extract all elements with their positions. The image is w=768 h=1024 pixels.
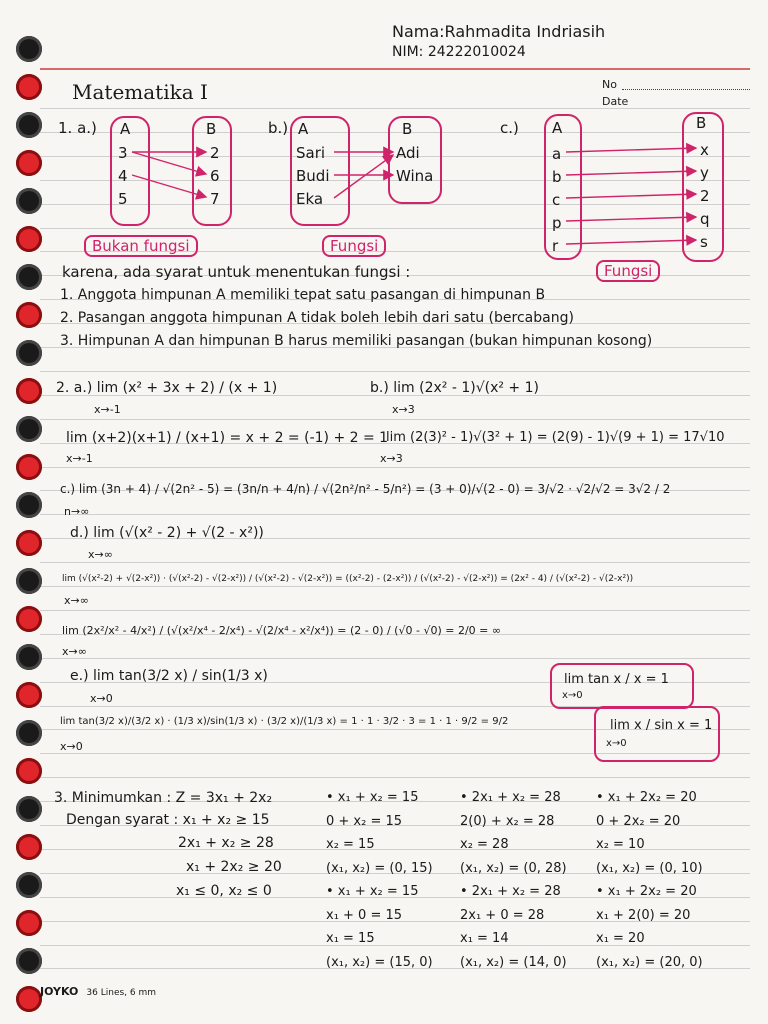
q1a-b-item-2: 6 xyxy=(210,167,220,185)
q1b-a-item-3: Eka xyxy=(296,190,324,208)
q3-col1-line: • x₁ + x₂ = 15 xyxy=(326,790,419,805)
q3-col3-line: (x₁, x₂) = (20, 0) xyxy=(596,954,703,970)
q3-objective: 3. Minimumkan : Z = 3x₁ + 2x₂ xyxy=(54,790,273,806)
q1c-arrow-3 xyxy=(566,194,696,198)
q1a-a-item-3: 5 xyxy=(118,190,128,208)
q3-col2-line: x₁ = 14 xyxy=(460,931,509,946)
q1c-b-item-1: x xyxy=(700,141,709,159)
q1c-verdict: Fungsi xyxy=(596,260,660,282)
q1a-arrow-2 xyxy=(132,152,206,174)
q3-col3-line: x₁ = 20 xyxy=(596,931,645,946)
note-1: lim tan x / x = 1 xyxy=(564,672,669,687)
q2b-limit-sub-2: x→3 xyxy=(380,452,403,465)
q1-rule-3: 3. Himpunan A dan himpunan B harus memiliki pasangan (bukan himpunan kosong) xyxy=(60,333,653,349)
q3-constraint-2: x₁ + 2x₂ ≥ 20 xyxy=(186,859,282,875)
q2e-limit-sub-1: x→0 xyxy=(90,692,113,705)
q1c-a-item-2: b xyxy=(552,168,562,186)
q3-constraints-label: Dengan syarat : x₁ + x₂ ≥ 15 xyxy=(66,812,270,828)
page-title: Matematika I xyxy=(72,80,208,104)
q3-col3-line: (x₁, x₂) = (0, 10) xyxy=(596,860,703,876)
date-label: Date xyxy=(602,95,629,108)
lines-note: 36 Lines, 6 mm xyxy=(86,988,157,998)
note-2-sub: x→0 xyxy=(606,738,627,749)
q1b-a-item-2: Budi xyxy=(296,167,330,185)
note-1-sub: x→0 xyxy=(562,690,583,701)
q3-constraint-3: x₁ ≤ 0, x₂ ≤ 0 xyxy=(176,883,272,899)
q1b-set-b-label: B xyxy=(402,120,413,138)
q2b-line-2: lim (2(3)² - 1)√(3² + 1) = (2(9) - 1)√(9 + 1) = 17√10 xyxy=(386,430,725,445)
note-box-2 xyxy=(594,706,720,762)
q1c-b-item-4: q xyxy=(700,210,710,228)
brand-name: JOYKO xyxy=(40,985,79,998)
notebook-brand xyxy=(40,985,156,998)
q1b-number: b.) xyxy=(268,119,289,137)
q1c-set-a-label: A xyxy=(552,119,563,137)
q1c-a-item-1: a xyxy=(552,145,562,163)
q3-col2-line: (x₁, x₂) = (14, 0) xyxy=(460,954,567,970)
q3-col1-line: x₂ = 15 xyxy=(326,837,375,852)
q2b-limit-sub-1: x→3 xyxy=(392,403,415,416)
q1c-b-item-5: s xyxy=(700,233,708,251)
q1-number: 1. a.) xyxy=(58,119,97,137)
q3-col2-line: • 2x₁ + x₂ = 28 xyxy=(460,790,561,805)
q1c-number: c.) xyxy=(500,119,519,137)
q2a-limit-sub-1: x→-1 xyxy=(94,403,121,416)
q1c-set-b-label: B xyxy=(696,114,707,132)
q3-col3-line: • x₁ + 2x₂ = 20 xyxy=(596,790,697,805)
q2e-limit-sub-2: x→0 xyxy=(60,740,83,753)
student-nim: NIM: 24222010024 xyxy=(392,44,526,60)
q1c-a-item-4: p xyxy=(552,214,562,232)
q3-constraint-1: 2x₁ + x₂ ≥ 28 xyxy=(178,835,274,851)
q3-col3-line: x₁ + 2(0) = 20 xyxy=(596,907,691,923)
q1c-arrow-4 xyxy=(566,217,696,221)
q1-reason-intro: karena, ada syarat untuk menentukan fungsi : xyxy=(62,263,411,281)
q2e-line-1: e.) lim tan(3/2 x) / sin(1/3 x) xyxy=(70,668,268,684)
q2a-limit-sub-2: x→-1 xyxy=(66,452,93,465)
q1c-arrow-5 xyxy=(566,240,696,244)
q1a-set-b-label: B xyxy=(206,120,217,138)
q1c-b-item-2: y xyxy=(700,164,709,182)
q2c-limit-sub: n→∞ xyxy=(64,505,90,518)
q1a-verdict: Bukan fungsi xyxy=(84,235,198,257)
q1b-a-item-1: Sari xyxy=(296,144,326,162)
q1c-arrow-1 xyxy=(566,148,696,152)
q1b-verdict: Fungsi xyxy=(322,235,386,257)
q1b-arrow-3 xyxy=(334,155,393,198)
q3-col2-line: 2x₁ + 0 = 28 xyxy=(460,907,545,923)
student-name: Nama:Rahmadita Indriasih xyxy=(392,22,606,41)
q1c-arrow-2 xyxy=(566,171,696,175)
q1a-arrow-3 xyxy=(132,175,206,197)
q3-col2-line: 2(0) + x₂ = 28 xyxy=(460,813,555,829)
note-2: lim x / sin x = 1 xyxy=(610,718,713,733)
q3-col1-line: (x₁, x₂) = (0, 15) xyxy=(326,860,433,876)
q1c-a-item-3: c xyxy=(552,191,561,209)
q1b-b-item-2: Wina xyxy=(396,167,434,185)
q1c-a-item-5: r xyxy=(552,237,559,255)
q3-col1-line: (x₁, x₂) = (15, 0) xyxy=(326,954,433,970)
q2d-limit-sub-1: x→∞ xyxy=(88,548,113,561)
q1a-set-a-label: A xyxy=(120,120,131,138)
q3-col1-line: x₁ + 0 = 15 xyxy=(326,907,403,923)
q3-col2-line: (x₁, x₂) = (0, 28) xyxy=(460,860,567,876)
q3-col2-line: x₂ = 28 xyxy=(460,837,509,852)
q2e-line-2: lim tan(3/2 x)/(3/2 x) · (1/3 x)/sin(1/3 x) · (3/2 x)/(1/3 x) = 1 · 1 · 3/2 · 3 = 1 · 1 · 9/2 = 9/2 xyxy=(60,716,509,727)
q1-rule-1: 1. Anggota himpunan A memiliki tepat satu pasangan di himpunan B xyxy=(60,287,546,303)
q2d-line-3: lim (2x²/x² - 4/x²) / (√(x²/x⁴ - 2/x⁴) - √(2/x⁴ - x²/x⁴)) = (2 - 0) / (√0 - √0) = 2/0 = ∞ xyxy=(62,624,502,637)
q1b-set-a-label: A xyxy=(298,120,309,138)
q2a-line-2: lim (x+2)(x+1) / (x+1) = x + 2 = (-1) + 2 = 1 xyxy=(66,430,389,446)
q3-col1-line: • x₁ + x₂ = 15 xyxy=(326,884,419,899)
no-label: No xyxy=(602,78,617,91)
q2d-line-2: lim (√(x²-2) + √(2-x²)) · (√(x²-2) - √(2-x²)) / (√(x²-2) - √(2-x²)) = ((x²-2) - (2-x²)) / (√(x²-2) - √(2-x²)) = (2x² - 4) / (√(x²-2) - √(2-x²)) xyxy=(62,574,634,584)
q3-col3-line: • x₁ + 2x₂ = 20 xyxy=(596,884,697,899)
q3-col1-line: x₁ = 15 xyxy=(326,931,375,946)
q3-col1-line: 0 + x₂ = 15 xyxy=(326,813,403,829)
q2d-limit-sub-3: x→∞ xyxy=(62,645,87,658)
q2a-line-1: 2. a.) lim (x² + 3x + 2) / (x + 1) xyxy=(56,380,278,396)
q3-col3-line: x₂ = 10 xyxy=(596,837,645,852)
q3-col3-line: 0 + 2x₂ = 20 xyxy=(596,813,681,829)
q2d-line-1: d.) lim (√(x² - 2) + √(2 - x²)) xyxy=(70,525,264,541)
q2b-line-1: b.) lim (2x² - 1)√(x² + 1) xyxy=(370,380,539,396)
q1a-a-item-2: 4 xyxy=(118,167,128,185)
q2c-line: c.) lim (3n + 4) / √(2n² - 5) = (3n/n + 4/n) / √(2n²/n² - 5/n²) = (3 + 0)/√(2 - 0) = 3/√2 · √2/√2 = 3√2 / 2 xyxy=(60,482,671,496)
q1-rule-2: 2. Pasangan anggota himpunan A tidak boleh lebih dari satu (bercabang) xyxy=(60,310,574,326)
q2d-limit-sub-2: x→∞ xyxy=(64,594,89,607)
q1a-b-item-1: 2 xyxy=(210,144,220,162)
q1a-b-item-3: 7 xyxy=(210,190,220,208)
q1a-a-item-1: 3 xyxy=(118,144,128,162)
q3-col2-line: • 2x₁ + x₂ = 28 xyxy=(460,884,561,899)
q1b-b-item-1: Adi xyxy=(396,144,420,162)
q1c-b-item-3: 2 xyxy=(700,187,710,205)
